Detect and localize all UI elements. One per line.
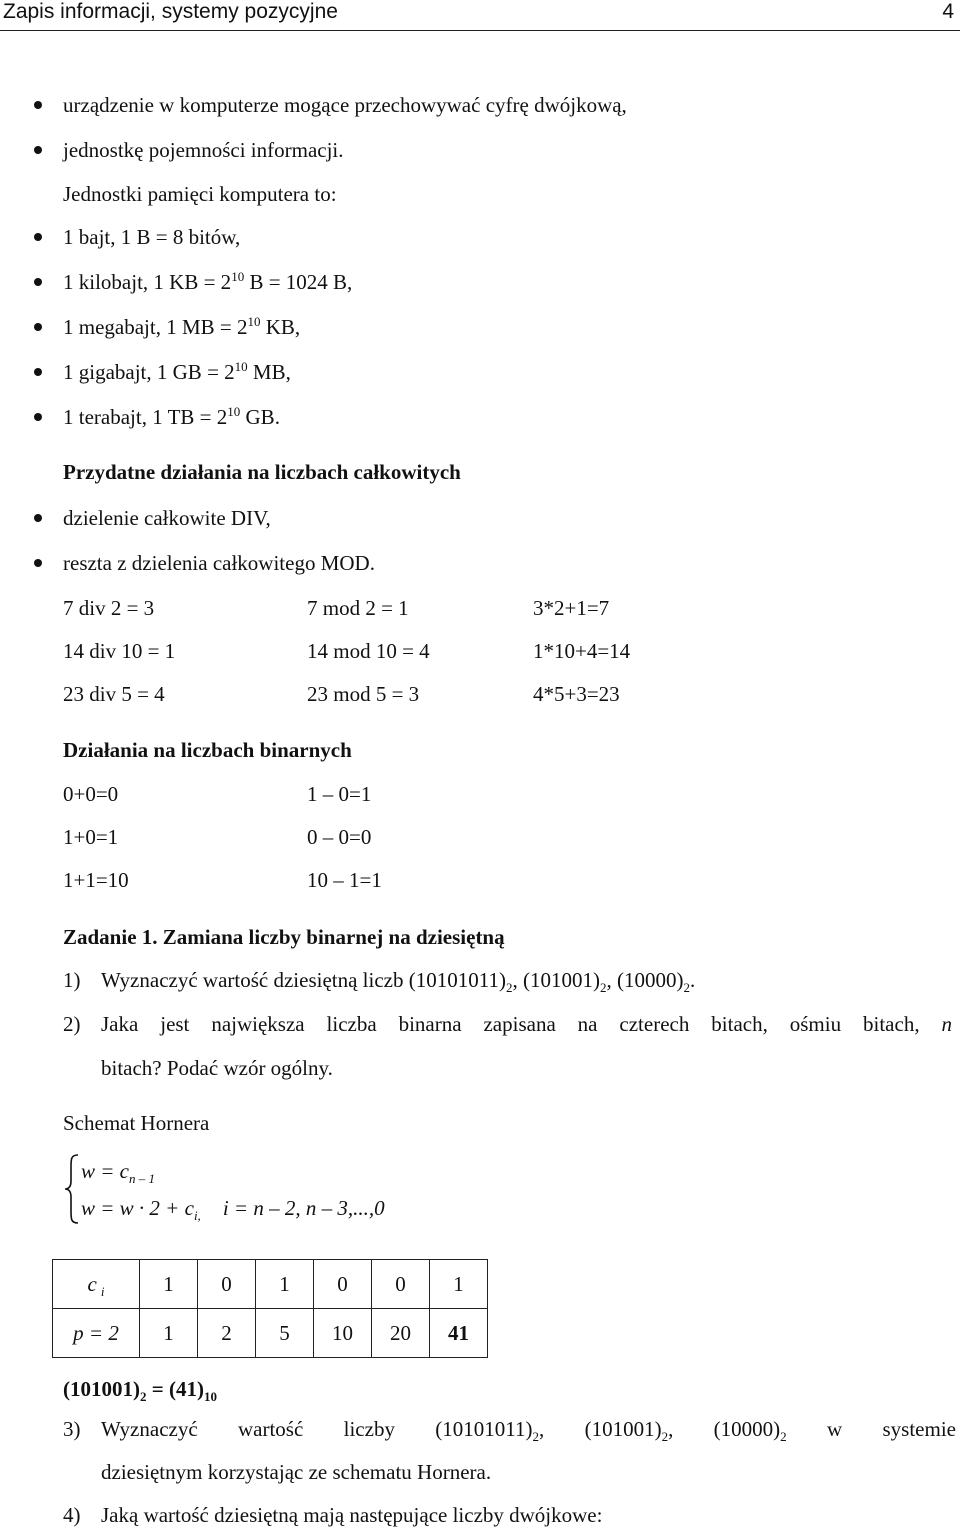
table-cell: 41	[430, 1309, 488, 1358]
task3-line1: Wyznaczyć wartość liczby $(10101011)_2$, $(101001)_2$, $(10000)_2$ w systemie	[101, 1417, 956, 1445]
table-cell: 0	[372, 1260, 430, 1309]
int-op-cell: 23 mod 5 = 3	[307, 682, 420, 706]
bin-op-cell: 1+0=1	[63, 825, 119, 849]
task3-number: 3)	[63, 1417, 81, 1441]
table-cell: 1	[140, 1309, 198, 1358]
div-bullet: dzielenie całkowite DIV,	[63, 506, 271, 530]
unit-item: 1 kilobajt, 1 KB = $2^{10}$ B = 1024 B,	[63, 269, 353, 294]
int-op-cell: 7 div 2 = 3	[63, 596, 155, 620]
horner-heading: Schemat Hornera	[63, 1111, 210, 1135]
table-cell: 0	[314, 1260, 372, 1309]
task3-line2: dziesiętnym korzystając ze schematu Hornera.	[101, 1460, 492, 1484]
left-brace-icon	[62, 1153, 82, 1225]
bin-op-cell: 1+1=10	[63, 868, 129, 892]
bit-definition-2: jednostkę pojemności informacji.	[63, 138, 344, 162]
horner-result: $(101001)_2 = (41)_{10}$	[63, 1377, 217, 1405]
task1-item1-text: Wyznaczyć wartość dziesiętną liczb $(10101011)_2$, $(101001)_2$, $(10000)_2$.	[101, 968, 696, 996]
table-cell: p = 2	[53, 1309, 140, 1358]
mod-bullet: reszta z dzielenia całkowitego MOD.	[63, 551, 375, 575]
horner-row-partial-values	[53, 1309, 488, 1358]
bullet-icon	[34, 101, 42, 109]
task4-text: Jaką wartość dziesiętną mają następujące liczby dwójkowe:	[101, 1503, 603, 1527]
bin-op-cell: 1 – 0=1	[307, 782, 372, 806]
horner-eq1: $w = c_{n - 1}$	[81, 1159, 155, 1187]
bit-definition-1: urządzenie w komputerze mogące przechowywać cyfrę dwójkową,	[63, 93, 627, 117]
horner-row-coefficients	[53, 1260, 488, 1309]
table-cell: 1	[140, 1260, 198, 1309]
unit-item: 1 gigabajt, 1 GB = $2^{10}$ MB,	[63, 359, 291, 384]
unit-item: 1 bajt, 1 B = 8 bitów,	[63, 225, 241, 249]
bin-op-cell: 0+0=0	[63, 782, 119, 806]
table-cell: 5	[256, 1309, 314, 1358]
int-op-cell: 14 div 10 = 1	[63, 639, 176, 663]
int-op-cell: 14 mod 10 = 4	[307, 639, 430, 663]
bullet-icon	[34, 278, 42, 286]
bullet-icon	[34, 146, 42, 154]
table-cell: 1	[256, 1260, 314, 1309]
table-cell: 0	[198, 1260, 256, 1309]
task1-heading: Zadanie 1. Zamiana liczby binarnej na dziesiętną	[63, 925, 505, 949]
int-op-cell: 4*5+3=23	[533, 682, 620, 706]
int-op-cell: 3*2+1=7	[533, 596, 610, 620]
bullet-icon	[34, 514, 42, 522]
bullet-icon	[34, 323, 42, 331]
task4-number: 4)	[63, 1503, 81, 1527]
bullet-icon	[34, 559, 42, 567]
section-heading-integer-ops: Przydatne działania na liczbach całkowitych	[63, 460, 461, 484]
int-op-cell: 23 div 5 = 4	[63, 682, 165, 706]
task1-item2-line1: Jaka jest największa liczba binarna zapisana na czterech bitach, ośmiu bitach, n	[101, 1012, 952, 1036]
bin-op-cell: 10 – 1=1	[307, 868, 382, 892]
table-cell: 20	[372, 1309, 430, 1358]
table-cell: 1	[430, 1260, 488, 1309]
bullet-icon	[34, 233, 42, 241]
table-cell: c $_i$	[53, 1260, 140, 1309]
bin-op-cell: 0 – 0=0	[307, 825, 372, 849]
running-header	[0, 0, 960, 31]
table-cell: 10	[314, 1309, 372, 1358]
unit-item: 1 megabajt, 1 MB = $2^{10}$ KB,	[63, 314, 301, 339]
task1-item2-line2: bitach? Podać wzór ogólny.	[101, 1056, 333, 1080]
int-op-cell: 7 mod 2 = 1	[307, 596, 409, 620]
horner-table	[52, 1259, 488, 1358]
bullet-icon	[34, 413, 42, 421]
int-op-cell: 1*10+4=14	[533, 639, 631, 663]
section-heading-binary-ops: Działania na liczbach binarnych	[63, 738, 352, 762]
bullet-icon	[34, 368, 42, 376]
task1-item2-number: 2)	[63, 1012, 81, 1036]
header-title: Zapis informacji, systemy pozycyjne	[3, 0, 338, 23]
page-number: 4	[942, 0, 954, 23]
table-cell: 2	[198, 1309, 256, 1358]
units-intro: Jednostki pamięci komputera to:	[63, 182, 337, 206]
task1-item1-number: 1)	[63, 968, 81, 992]
horner-eq2: $w = w \cdot 2 + c_{i,}$ i = n – 2, n – 3,...,0	[81, 1196, 385, 1224]
unit-item: 1 terabajt, 1 TB = $2^{10}$ GB.	[63, 404, 280, 429]
